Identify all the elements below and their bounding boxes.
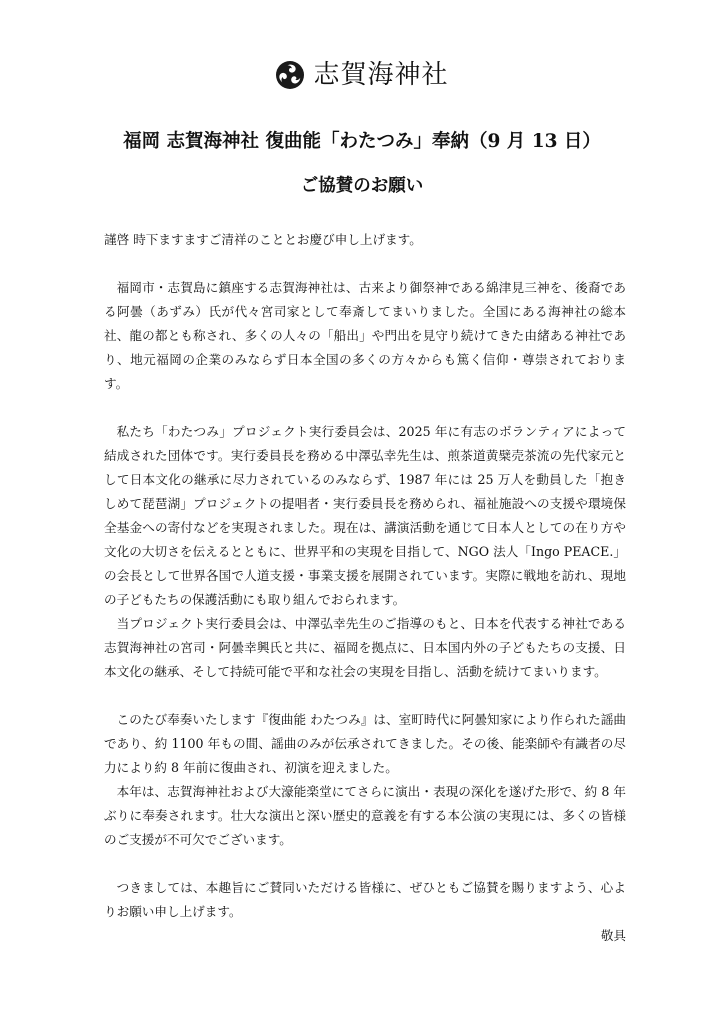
paragraph-performance: 本年は、志賀海神社および大濠能楽堂にてさらに演出・表現の深化を遂げた形で、約 8 年ぶりに奉奏されます。壮大な演出と深い歴史的意義を有する本公演の実現には、多くの皆様のご支援が不可欠でございます。 bbox=[104, 784, 626, 847]
document-subtitle: ご協賛のお願い bbox=[300, 176, 424, 196]
closing-word: 敬具 bbox=[600, 928, 626, 943]
mitsudomoe-icon bbox=[275, 60, 305, 90]
document-body bbox=[104, 228, 626, 948]
paragraph-request: つきましては、本趣旨にご賛同いただける皆様に、ぜひともご協賛を賜りますよう、心よりお願い申し上げます。 bbox=[104, 880, 626, 919]
shrine-name: 志賀海神社 bbox=[313, 60, 449, 90]
paragraph-committee: 私たち「わたつみ」プロジェクト実行委員会は、2025 年に有志のボランティアによって結成された団体です。実行委員長を務める中澤弘幸先生は、煎茶道黄檗売茶流の先代家元として日本文化の継承に尽力されているのみならず、1987 年には 25 万人を動員した「抱きしめて琵琶湖」プロジェクトの提唱者・実行委員長を務められ、福祉施設への支援や環境保全基金への寄付などを実現されました。現在は、講演活動を通じて日本人としての在り方や文化の大切さを伝えるとともに、世界平和の実現を目指して、NGO 法人「Ingo PEACE.」の会長として世界各国で人道支援・事業支援を展開されています。実際に戦地を訪れ、現地の子どもたちの保護活動にも取り組んでおられます。 bbox=[104, 424, 627, 607]
paragraph-noh-history: このたび奉奏いたします『復曲能 わたつみ』は、室町時代に阿曇知家により作られた謡曲であり、約 1100 年もの間、謡曲のみが伝承されてきました。その後、能楽師や有識者の尽力により約 8 年前に復曲され、初演を迎えました。 bbox=[104, 712, 626, 775]
paragraph-activities: 当プロジェクト実行委員会は、中澤弘幸先生のご指導のもと、日本を代表する神社である志賀海神社の宮司・阿曇幸興氏と共に、福岡を拠点に、日本国内外の子どもたちの支援、日本文化の継承、そして持続可能で平和な社会の実現を目指し、活動を続けてまいります。 bbox=[104, 616, 627, 679]
paragraph-shrine: 福岡市・志賀島に鎮座する志賀海神社は、古来より御祭神である綿津見三神を、後裔である阿曇（あずみ）氏が代々宮司家として奉斎してまいりました。全国にある海神社の総本社、龍の都とも称され、多くの人々の「船出」や門出を見守り続けてきた由緒ある神社であり、地元福岡の企業のみならず日本全国の多くの方々からも篤く信仰・尊崇されております。 bbox=[104, 280, 626, 391]
greeting: 謹啓 時下ますますご清祥のこととお慶び申し上げます。 bbox=[104, 232, 422, 247]
shrine-logo bbox=[0, 60, 724, 90]
document-title: 福岡 志賀海神社 復曲能「わたつみ」奉納（9 月 13 日） bbox=[123, 131, 601, 152]
